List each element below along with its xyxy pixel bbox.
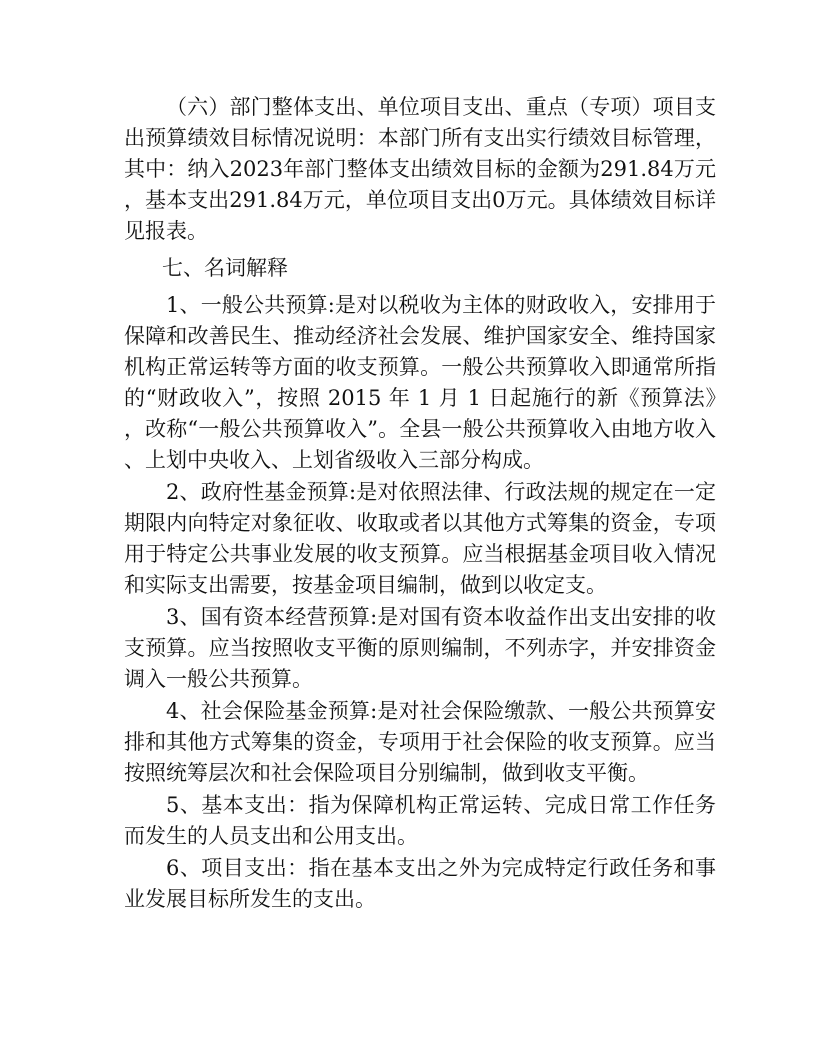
glossary-item-basic-expenditure: 5、基本支出：指为保障机构正常运转、完成日常工作任务而发生的人员支出和公用支出。 [124, 793, 716, 848]
glossary-item-government-fund-budget: 2、政府性基金预算:是对依照法律、行政法规的规定在一定期限内向特定对象征收、收取或者以其他方式筹集的资金，专项用于特定公共事业发展的收支预算。应当根据基金项目收入情况和实际支出需要，按基金项目编制，做到以收定支。 [124, 480, 716, 597]
glossary-heading: 七、名词解释 [162, 256, 288, 280]
glossary-item-state-capital-budget: 3、国有资本经营预算:是对国有资本收益作出支出安排的收支预算。应当按照收支平衡的原则编制，不列赤字，并安排资金调入一般公共预算。 [124, 605, 716, 691]
glossary-item-general-public-budget: 1、一般公共预算:是对以税收为主体的财政收入，安排用于保障和改善民生、推动经济社会发展、维护国家安全、维持国家机构正常运转等方面的收支预算。一般公共预算收入即通常所指的“财政收入”，按照 2015 年 1 月 1 日起施行的新《预算法》，改称“一般公共预算收入”。全县一般公共预算收入由地方收入、上划中央收入、上划省级收入三部分构成。 [124, 293, 716, 472]
glossary-item-project-expenditure: 6、项目支出：指在基本支出之外为完成特定行政任务和事业发展目标所发生的支出。 [124, 856, 716, 911]
glossary-item-social-insurance-budget: 4、社会保险基金预算:是对社会保险缴款、一般公共预算安排和其他方式筹集的资金，专项用于社会保险的收支预算。应当按照统筹层次和社会保险项目分别编制，做到收支平衡。 [124, 699, 716, 785]
document-page [124, 92, 716, 916]
performance-target-paragraph: （六）部门整体支出、单位项目支出、重点（专项）项目支出预算绩效目标情况说明：本部门所有支出实行绩效目标管理，其中：纳入2023年部门整体支出绩效目标的金额为291.84万元，基本支出291.84万元，单位项目支出0万元。具体绩效目标详见报表。 [124, 95, 716, 243]
